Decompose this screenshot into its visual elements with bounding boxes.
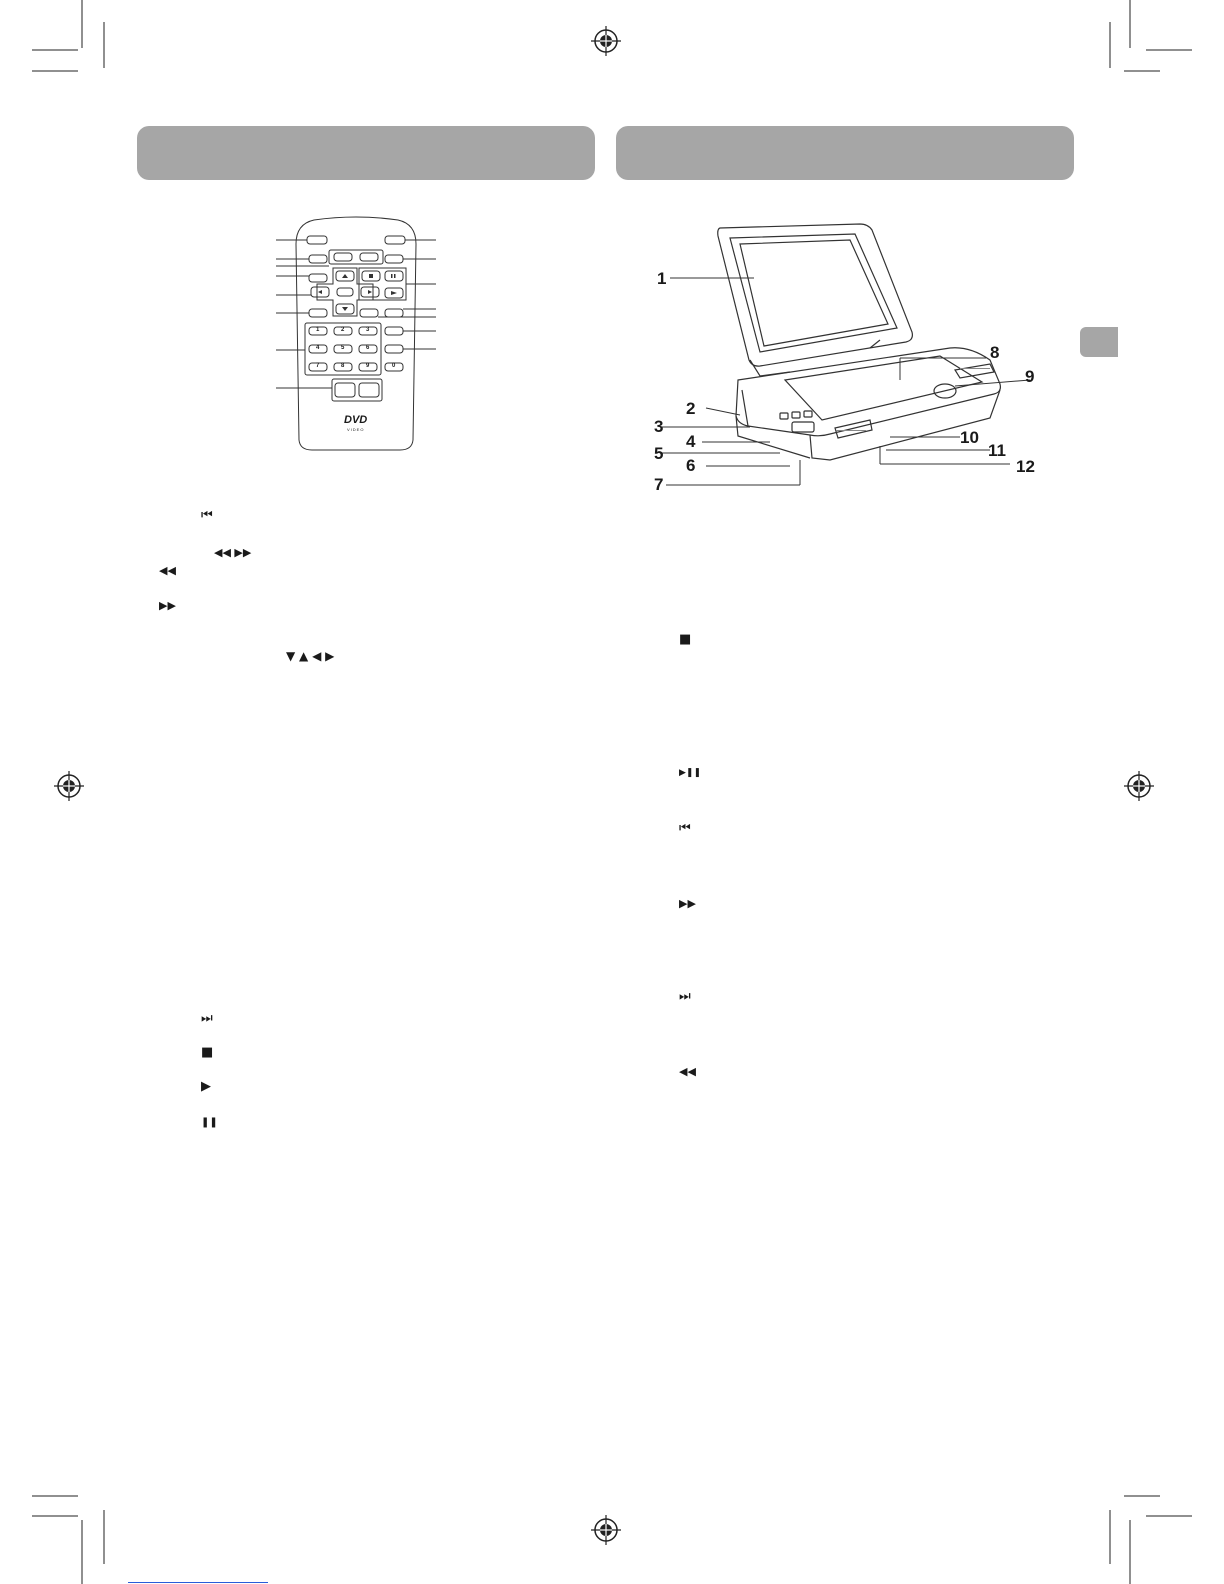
registration-mark-left (54, 771, 84, 801)
callout-1: 1 (657, 269, 667, 288)
footer-link-underline (128, 1582, 268, 1583)
remote-key-7: 7 (316, 363, 320, 369)
section-header-left (137, 126, 595, 180)
remote-key-6: 6 (366, 345, 370, 351)
callout-9: 9 (1025, 367, 1035, 386)
remote-dvd-logo-sub: VIDEO (347, 427, 365, 432)
stop-icon: ■ (679, 632, 692, 647)
registration-mark-right (1124, 771, 1154, 801)
callout-3: 3 (654, 417, 664, 436)
remote-control-illustration (276, 214, 476, 454)
remote-key-9: 9 (366, 363, 370, 369)
callout-8: 8 (990, 343, 1000, 362)
remote-key-4: 4 (316, 345, 320, 351)
callout-5: 5 (654, 444, 664, 463)
dvd-player-illustration (650, 220, 1070, 510)
remote-dvd-logo: DVD (344, 414, 368, 426)
callout-10: 10 (960, 428, 979, 447)
registration-mark-top (591, 26, 621, 56)
play-pause-icon: ▶❚❚ (679, 768, 702, 778)
skip-forward-icon: ⏭ (679, 989, 691, 1004)
callout-4: 4 (686, 432, 696, 451)
rewind-icon: ◀◀ (159, 564, 176, 577)
callout-2: 2 (686, 399, 696, 418)
rewind-icon: ◀◀ (679, 1065, 696, 1078)
stop-icon: ■ (201, 1045, 214, 1060)
remote-key-5: 5 (341, 345, 345, 351)
side-tab (1080, 327, 1118, 357)
section-header-right (616, 126, 1074, 180)
skip-back-icon: ⏮ (201, 508, 213, 523)
fast-forward-icon: ▶▶ (679, 897, 696, 910)
navigation-arrows-icon: ▼ ▲ ◀ ▶ (286, 649, 335, 663)
callout-6: 6 (686, 456, 696, 475)
callout-7: 7 (654, 475, 664, 494)
remote-key-2: 2 (341, 327, 345, 333)
registration-mark-bottom (591, 1515, 621, 1545)
remote-key-8: 8 (341, 363, 345, 369)
callout-11: 11 (988, 441, 1006, 460)
skip-back-icon: ⏮ (679, 821, 691, 836)
remote-key-0: 0 (392, 363, 396, 369)
remote-key-3: 3 (366, 327, 370, 333)
remote-key-1: 1 (316, 327, 320, 333)
rewind-forward-icons: ◀◀ ▶▶ (214, 546, 252, 559)
play-icon: ▶ (201, 1079, 211, 1094)
callout-12: 12 (1016, 457, 1035, 476)
fast-forward-icon: ▶▶ (159, 599, 176, 612)
pause-icon: ❚❚ (201, 1117, 218, 1128)
skip-forward-icon: ⏭ (201, 1011, 213, 1026)
